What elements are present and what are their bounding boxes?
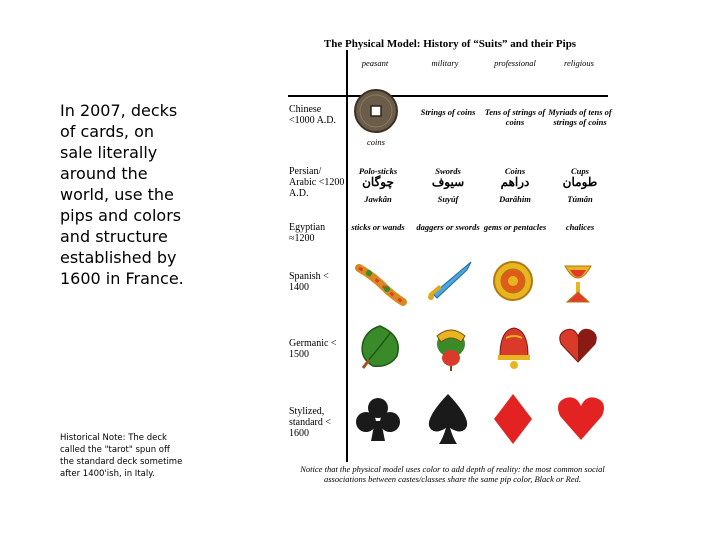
gold-coin-icon	[492, 260, 534, 302]
row-label-germanic: Germanic < 1500	[289, 338, 337, 360]
chinese-coin-icon	[353, 88, 399, 134]
persian-military: Swords	[435, 166, 461, 176]
persian-religious: Cups	[571, 166, 589, 176]
acorn-icon	[431, 322, 471, 372]
spade-suit-icon	[423, 392, 473, 446]
egyptian-peasant: sticks or wands	[351, 222, 405, 232]
persian-professional: Coins	[504, 166, 526, 176]
persian-religious-translit: Túmân	[567, 194, 593, 204]
chinese-professional: Tens of strings of coins	[484, 107, 546, 127]
column-header-military: military	[431, 58, 459, 68]
header-rule	[288, 95, 608, 97]
persian-peasant: Polo-sticks	[358, 166, 398, 176]
chinese-military: Strings of coins	[420, 107, 476, 117]
egyptian-religious: chalices	[565, 222, 595, 232]
persian-military-translit: Suyúf	[437, 194, 459, 204]
chinese-coin-caption: coins	[367, 137, 385, 147]
figure-title: The Physical Model: History of “Suits” and their Pips	[323, 38, 577, 50]
club-suit-icon	[355, 395, 401, 445]
leaf-icon	[355, 322, 405, 372]
label-rule	[346, 50, 348, 462]
column-header-religious: religious	[564, 58, 594, 68]
egyptian-professional: gems or pentacles	[483, 222, 547, 232]
row-label-persian: Persian/ Arabic <1200 A.D.	[289, 166, 345, 199]
persian-military-script: سيوف	[431, 175, 465, 189]
persian-professional-translit: Darâhim	[499, 194, 531, 204]
persian-religious-script: طومان	[562, 175, 598, 189]
persian-peasant-script: چوگان	[362, 175, 394, 189]
sword-icon	[423, 258, 477, 302]
column-header-professional: professional	[494, 58, 536, 68]
chalice-icon	[561, 260, 595, 304]
persian-peasant-translit: Jawkân	[364, 194, 392, 204]
persian-professional-script: دراهم	[500, 175, 530, 189]
column-header-peasant: peasant	[361, 58, 389, 68]
row-label-chinese: Chinese <1000 A.D.	[289, 104, 337, 126]
row-label-stylized: Stylized, standard < 1600	[289, 406, 332, 439]
club-cudgel-icon	[353, 258, 409, 308]
main-text: In 2007, decks of cards, on sale literally around the world, use the pips and colors and structure established by 1600 in France.	[60, 101, 184, 288]
row-label-egyptian: Egyptian ≈1200	[289, 222, 326, 244]
diamond-suit-icon	[492, 392, 534, 446]
bell-icon	[494, 324, 534, 370]
heart-icon	[557, 324, 599, 366]
heart-suit-icon	[556, 394, 606, 442]
egyptian-military: daggers or swords	[416, 222, 480, 232]
chinese-religious: Myriads of tens of strings of coins	[548, 107, 612, 127]
row-label-spanish: Spanish < 1400	[289, 271, 329, 293]
figure-footnote: Notice that the physical model uses color to add depth of reality: the most common social associations between castes/classes share the same pip color, Black or Red.	[300, 464, 605, 484]
suits-history-figure	[285, 30, 615, 500]
historical-note: Historical Note: The deck called the "tarot" spun off the standard deck sometime after 1400'ish, in Italy.	[60, 433, 183, 479]
